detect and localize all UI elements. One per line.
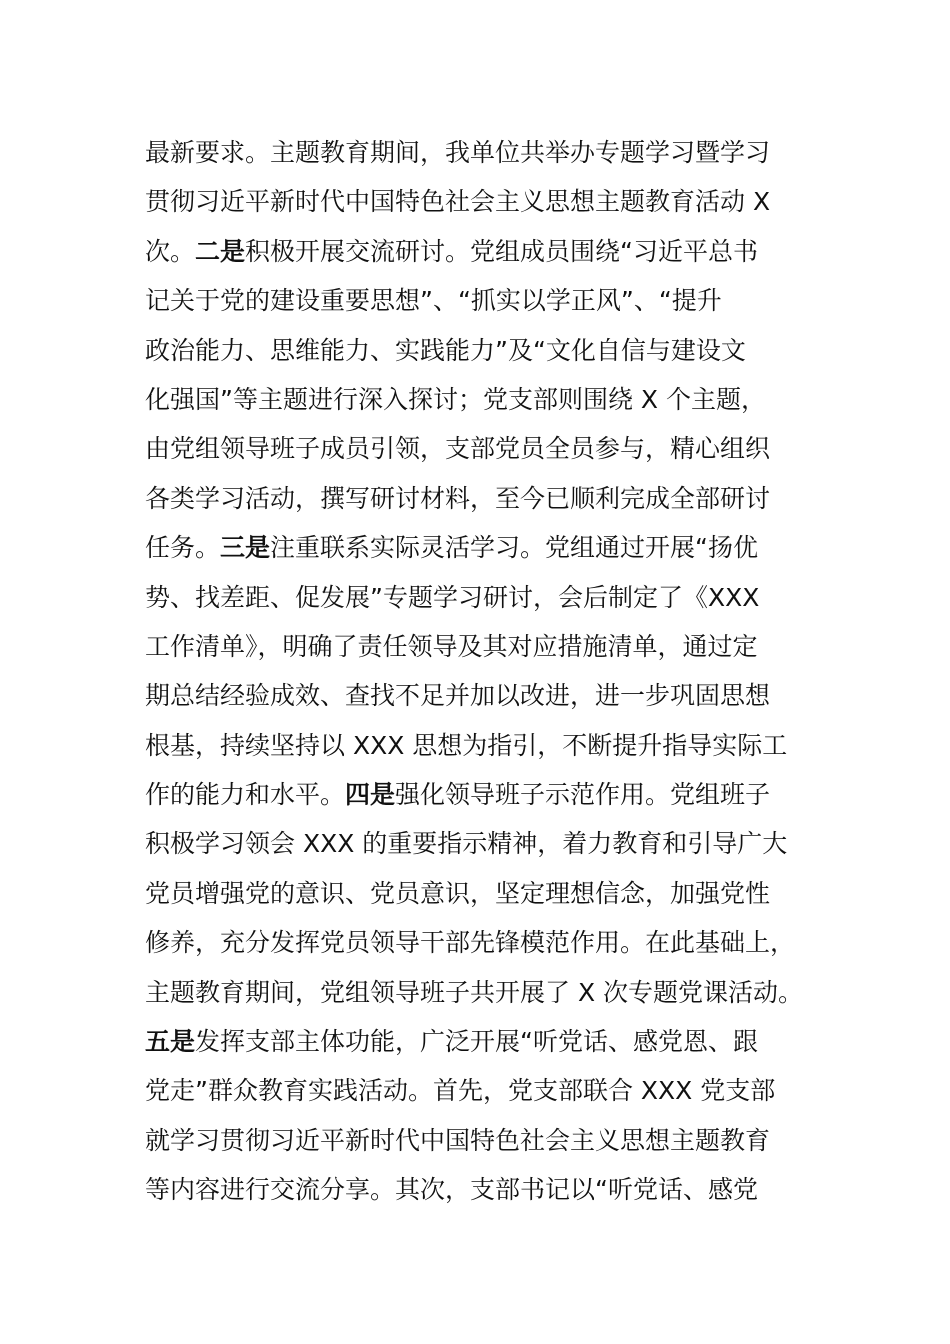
- text-line: [145, 128, 815, 177]
- text-line: [145, 523, 815, 572]
- text-line: [145, 573, 815, 622]
- text-segment: 积极开展交流研讨。党组成员围绕“习近平总书: [245, 236, 758, 266]
- text-segment: 由党组领导班子成员引领，支部党员全员参与，精心组织: [145, 434, 771, 464]
- text-line: [145, 474, 815, 523]
- text-line: [145, 869, 815, 918]
- bold-keyword: 四是: [345, 780, 396, 810]
- text-segment: 党员增强党的意识、党员意识，坚定理想信念，加强党性: [145, 878, 771, 908]
- text-line: [145, 770, 815, 819]
- text-line: [145, 424, 815, 473]
- text-segment: 记关于党的建设重要思想”、“抓实以学正风”、“提升: [145, 286, 722, 316]
- text-segment: 工作清单》，明确了责任领导及其对应措施清单，通过定: [145, 631, 758, 661]
- text-segment: 就学习贯彻习近平新时代中国特色社会主义思想主题教育: [145, 1125, 771, 1155]
- text-segment: 强化领导班子示范作用。党组班子: [395, 780, 771, 810]
- text-line: [145, 1165, 815, 1214]
- bold-keyword: 三是: [220, 533, 271, 563]
- text-segment: 化强国”等主题进行深入探讨；党支部则围绕 X 个主题，: [145, 384, 766, 414]
- text-line: [145, 326, 815, 375]
- text-segment: 党走”群众教育实践活动。首先，党支部联合 XXX 党支部: [145, 1076, 776, 1106]
- text-line: [145, 671, 815, 720]
- text-line: [145, 622, 815, 671]
- text-segment: 发挥支部主体功能，广泛开展“听党话、感党恩、跟: [195, 1027, 758, 1057]
- text-segment: 修养，充分发挥党员领导干部先锋模范作用。在此基础上，: [145, 928, 796, 958]
- text-segment: 任务。: [145, 533, 221, 563]
- text-segment: 等内容进行交流分享。其次，支部书记以“听党话、感党: [145, 1175, 758, 1205]
- text-line: [145, 1066, 815, 1115]
- text-segment: 主题教育期间，党组领导班子共开展了 X 次专题党课活动。: [145, 977, 804, 1007]
- text-line: [145, 227, 815, 276]
- text-segment: 最新要求。主题教育期间，我单位共举办专题学习暨学习: [145, 138, 771, 167]
- text-line: [145, 819, 815, 868]
- text-segment: 注重联系实际灵活学习。党组通过开展“扬优: [270, 533, 758, 563]
- text-line: [145, 177, 815, 226]
- text-segment: 积极学习领会 XXX 的重要指示精神，着力教育和引导广大: [145, 829, 788, 859]
- text-line: [145, 968, 815, 1017]
- text-segment: 贯彻习近平新时代中国特色社会主义思想主题教育活动 X: [145, 187, 771, 217]
- text-line: [145, 375, 815, 424]
- text-segment: 次。: [145, 236, 196, 266]
- text-line: [145, 721, 815, 770]
- text-segment: 根基，持续坚持以 XXX 思想为指引，不断提升指导实际工: [145, 730, 788, 760]
- text-line: [145, 276, 815, 325]
- body-paragraph: [145, 128, 815, 1215]
- text-line: [145, 1017, 815, 1066]
- text-segment: 政治能力、思维能力、实践能力”及“文化自信与建设文: [145, 335, 746, 365]
- text-segment: 期总结经验成效、查找不足并加以改进，进一步巩固思想: [145, 681, 771, 711]
- text-line: [145, 1116, 815, 1165]
- text-segment: 作的能力和水平。: [145, 780, 346, 810]
- text-line: [145, 918, 815, 967]
- text-segment: 势、找差距、促发展”专题学习研讨，会后制定了《XXX: [145, 582, 760, 612]
- bold-keyword: 五是: [145, 1027, 196, 1057]
- text-segment: 各类学习活动，撰写研讨材料，至今已顺利完成全部研讨: [145, 483, 771, 513]
- bold-keyword: 二是: [195, 236, 246, 266]
